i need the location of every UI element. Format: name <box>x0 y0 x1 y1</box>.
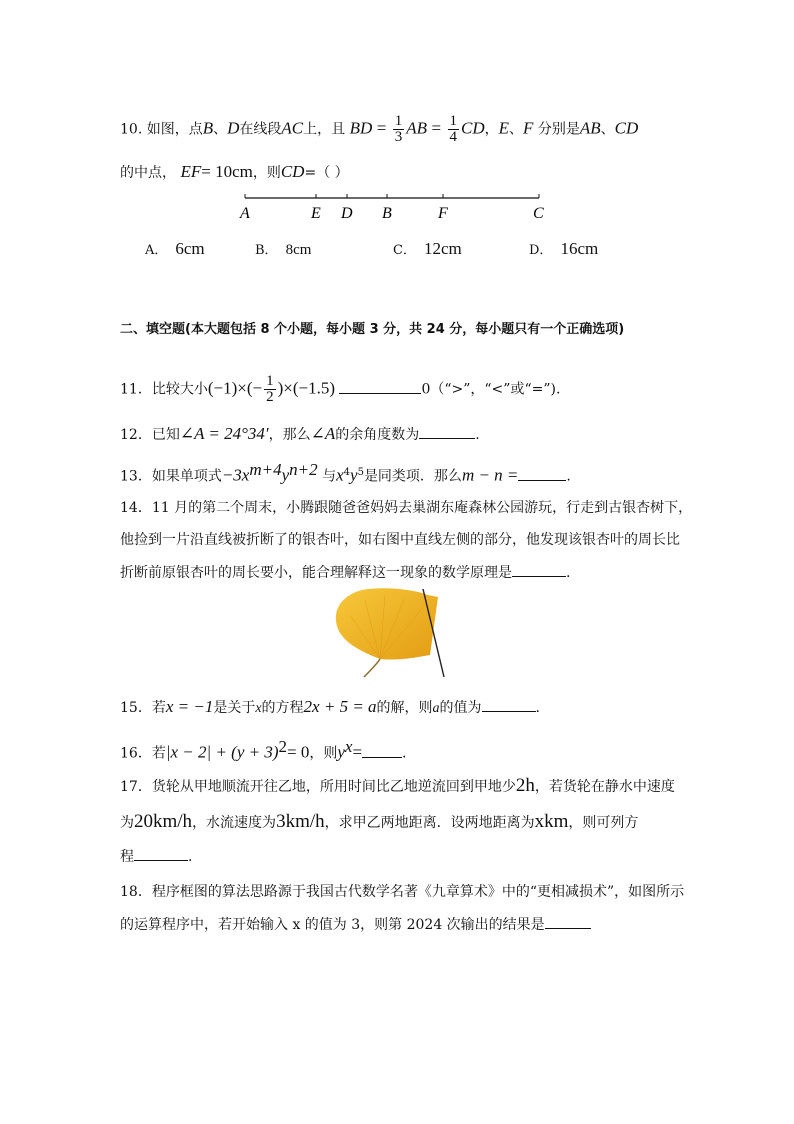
point-label-c: C <box>533 205 544 222</box>
tick-marks <box>245 194 539 198</box>
q17-line1: 17．货轮从甲地顺流开往乙地，所用时间比乙地逆流回到甲地少2h，若货轮在静水中速度 <box>120 775 675 796</box>
q13: 13．如果单项式$-3x^{m+4}y^{n+2}$ 与$x^4y^5$是同类项．那么m − n = . <box>120 460 571 485</box>
section-heading: 二、填空题(本大题包括 8 个小题，每小题 3 分，共 24 分，每小题只有一个正确选项) <box>120 322 625 337</box>
answer-blank-q17[interactable] <box>134 846 188 861</box>
point-label-f: F <box>438 205 448 222</box>
q17-line3: 程 . <box>120 846 192 867</box>
fraction-one-fourth: $\frac{1}{4}$ <box>449 113 458 145</box>
q12: 12．已知∠A = 24°34′，那么∠A的余角度数为 . <box>120 424 480 443</box>
point-label-a: A <box>240 205 250 222</box>
answer-blank-q13[interactable] <box>518 466 566 481</box>
answer-blank-q16[interactable] <box>362 743 402 758</box>
option-b[interactable]: B． 8cm <box>255 242 312 258</box>
q14-line1: 14．11 月的第二个周末，小腾跟随爸爸妈妈去巢湖东庵森林公园游玩，行走到古银杏树下， <box>120 500 693 516</box>
option-d[interactable]: D． 16cm <box>529 239 599 258</box>
q14-line2: 他捡到一片沿直线被折断了的银杏叶，如右图中直线左侧的部分，他发现该银杏叶的周长比 <box>120 532 680 548</box>
q16: 16．若$|x - 2| + (y + 3)^2= 0$，则$y^x=$ . <box>120 737 407 762</box>
fraction-one-third: $\frac{1}{3}$ <box>394 113 403 145</box>
option-c[interactable]: C． 12cm <box>393 239 462 258</box>
q17-line2: 为20km/h，水流速度为3km/h，求甲乙两地距离．设两地距离为xkm，则可列方 <box>120 811 639 832</box>
answer-blank-q14[interactable] <box>512 562 566 577</box>
answer-blank-q15[interactable] <box>482 697 536 712</box>
answer-blank-q12[interactable] <box>419 424 475 439</box>
segment-diagram <box>230 190 560 226</box>
point-label-d: D <box>341 205 353 222</box>
q14-line3: 折断前原银杏叶的周长要小，能合理解释这一现象的数学原理是 . <box>120 562 570 583</box>
leaf-stem <box>364 659 380 677</box>
q10-line1: 10. 如图，点B、D在线段AC上，且 BD = $\frac{1}{3}$ AB = $\frac{1}{4}$ CD，E、F 分别是AB、CD <box>120 113 639 145</box>
answer-blank-q18[interactable] <box>545 914 591 929</box>
point-label-e: E <box>311 205 321 222</box>
q10-line2: 的中点， EF= 10cm，则CD=（ ） <box>120 162 349 181</box>
option-a[interactable]: A． 6cm <box>145 239 205 258</box>
leaf-blade <box>336 588 438 659</box>
q18-line1: 18．程序框图的算法思路源于我国古代数学名著《九章算术》中的“更相减损术”，如图所示 <box>120 884 685 900</box>
answer-blank-q11[interactable] <box>339 379 421 394</box>
point-label-b: B <box>382 205 392 222</box>
q18-line2: 的运算程序中，若开始输入 x 的值为 3，则第 2024 次输出的结果是 <box>120 914 591 935</box>
q15: 15．若x = −1是关于x的方程2x + 5 = a的解，则a的值为 . <box>120 697 540 716</box>
q11: 11．比较大小(−1)×(− $\frac{1}{2}$ )×(−1.5) 0（“>”，“<”或“=”). <box>120 373 561 405</box>
ginkgo-leaf-image <box>330 585 450 685</box>
